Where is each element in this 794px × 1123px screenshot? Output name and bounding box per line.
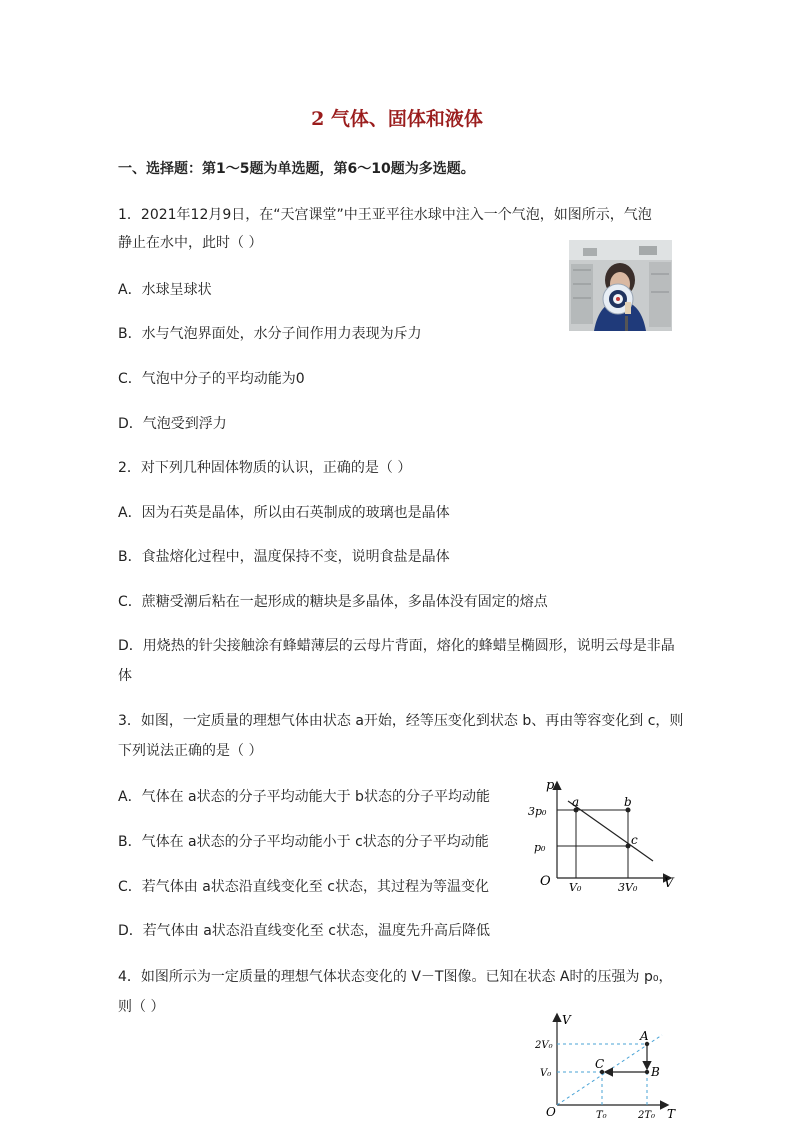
water-ball-photo (569, 240, 672, 331)
q4-y-axis-label: V (562, 1013, 571, 1027)
q4-vt-graph (532, 1010, 682, 1120)
q3-stem-line2: 下列说法正确的是（ ） (118, 743, 263, 759)
page-title: 2 气体、固体和液体 (311, 108, 483, 130)
q4-label-a: A (640, 1029, 649, 1043)
q2-option-c: C．蔗糖受潮后粘在一起形成的糖块是多晶体，多晶体没有固定的熔点 (118, 594, 548, 610)
q2-option-b: B．食盐熔化过程中，温度保持不变，说明食盐是晶体 (118, 549, 450, 565)
q4-label-c: C (595, 1057, 605, 1071)
q3-y-tick-p0: p₀ (534, 841, 546, 854)
q4-x-axis-label: T (667, 1107, 676, 1121)
q4-point-b (645, 1070, 649, 1074)
q1-option-d: D．气泡受到浮力 (118, 416, 227, 432)
q3-y-tick-3p0: 3p₀ (528, 805, 547, 818)
q3-x-tick-v0: V₀ (569, 881, 582, 894)
q4-origin-label: O (546, 1105, 556, 1119)
q4-x-tick-t0: T₀ (596, 1110, 607, 1121)
q3-origin-label: O (540, 874, 551, 889)
q3-stem-line1: 3．如图，一定质量的理想气体由状态 a开始，经等压变化到状态 b、再由等容变化到 c，则 (118, 713, 684, 729)
q3-x-axis-label: V (664, 876, 674, 891)
q3-option-a: A．气体在 a状态的分子平均动能大于 b状态的分子平均动能 (118, 789, 490, 805)
q4-y-tick-v0: V₀ (540, 1068, 552, 1079)
q3-y-axis-label: p (546, 778, 555, 793)
q3-label-c: c (631, 833, 638, 847)
q1-stem-line1: 1．2021年12月9日，在“天宫课堂”中王亚平往水球中注入一个气泡，如图所示，气泡 (118, 207, 652, 223)
q2-option-d-line1: D．用烧热的针尖接触涂有蜂蜡薄层的云母片背面，熔化的蜂蜡呈椭圆形，说明云母是非晶 (118, 638, 675, 654)
q2-option-a: A．因为石英是晶体，所以由石英制成的玻璃也是晶体 (118, 505, 450, 521)
q3-x-tick-3v0: 3V₀ (618, 881, 638, 894)
q4-y-tick-2v0: 2V₀ (535, 1040, 553, 1051)
q1-option-a: A．水球呈球状 (118, 282, 212, 298)
q3-option-c: C．若气体由 a状态沿直线变化至 c状态，其过程为等温变化 (118, 879, 489, 895)
q3-point-c (626, 844, 631, 849)
section-heading: 一、选择题：第1～5题为单选题，第6～10题为多选题。 (118, 161, 475, 177)
q2-stem: 2．对下列几种固体物质的认识，正确的是（ ） (118, 460, 412, 476)
q4-stem-line1: 4．如图所示为一定质量的理想气体状态变化的 V－T图像。已知在状态 A时的压强为 p₀， (118, 969, 673, 985)
q4-x-tick-2t0: 2T₀ (638, 1110, 656, 1121)
q1-option-c: C．气泡中分子的平均动能为0 (118, 371, 305, 387)
q1-stem-line2: 静止在水中，此时（ ） (118, 235, 263, 251)
q1-option-b: B．水与气泡界面处，水分子间作用力表现为斥力 (118, 326, 422, 342)
q3-option-b: B．气体在 a状态的分子平均动能小于 c状态的分子平均动能 (118, 834, 489, 850)
q4-label-b: B (651, 1065, 660, 1079)
q3-label-b: b (624, 795, 632, 809)
q3-option-d: D．若气体由 a状态沿直线变化至 c状态，温度先升高后降低 (118, 923, 490, 939)
q3-label-a: a (572, 795, 580, 809)
q4-stem-line2: 则（ ） (118, 999, 165, 1015)
q2-option-d-line2: 体 (118, 668, 132, 684)
q3-pv-graph (520, 775, 680, 895)
